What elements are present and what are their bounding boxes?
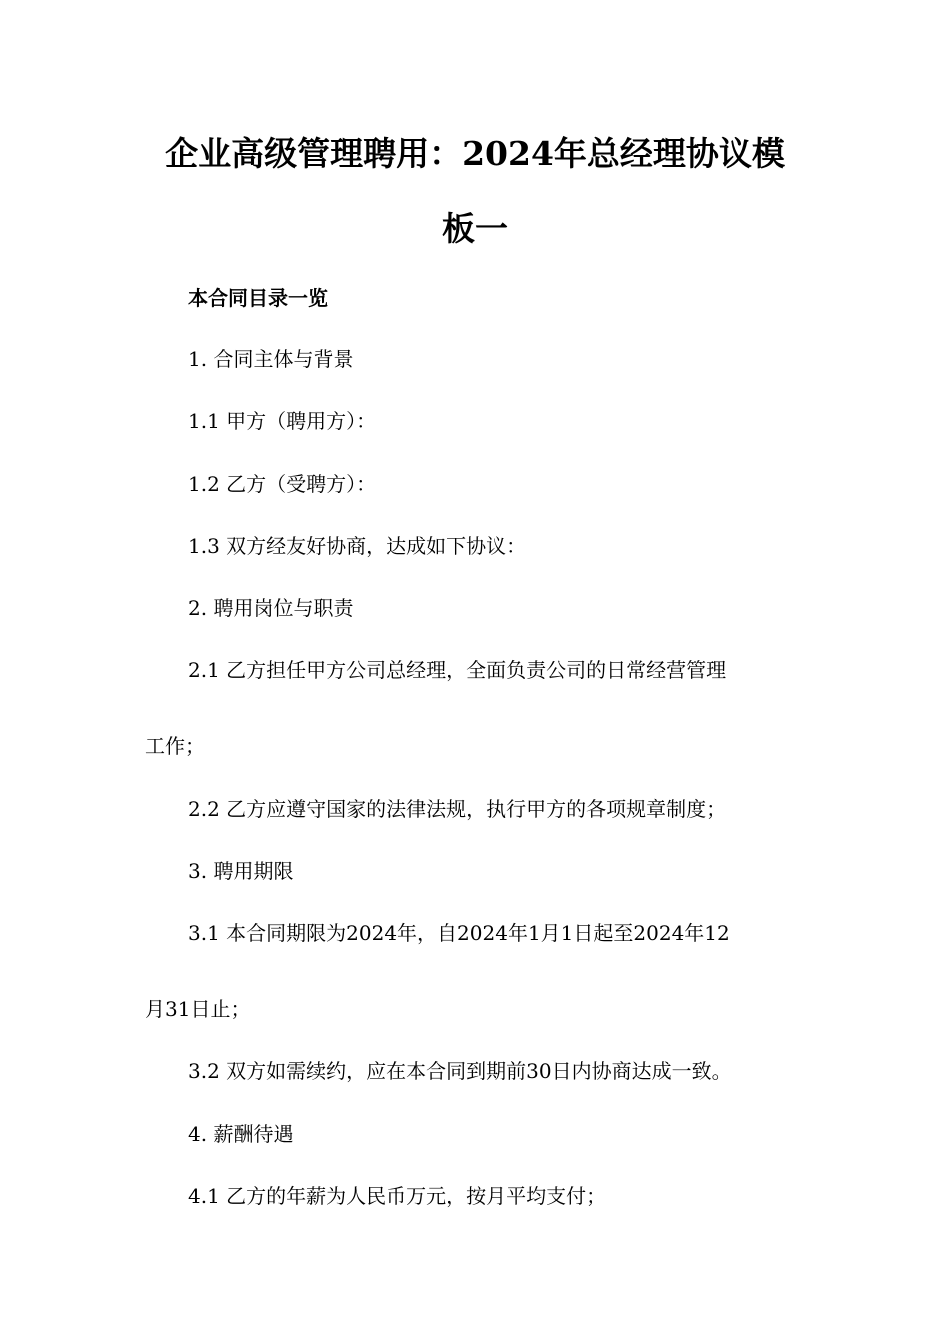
section-heading-4: 4. 薪酬待遇 bbox=[188, 1122, 294, 1146]
section-heading-1: 1. 合同主体与背景 bbox=[188, 347, 354, 371]
section-heading-2: 2. 聘用岗位与职责 bbox=[188, 596, 354, 620]
clause-1-3: 1.3 双方经友好协商，达成如下协议： bbox=[188, 534, 527, 558]
toc-heading: 本合同目录一览 bbox=[188, 286, 328, 310]
clause-1-1: 1.1 甲方（聘用方）： bbox=[188, 409, 377, 433]
clause-2-1: 2.1 乙方担任甲方公司总经理，全面负责公司的日常经营管理 bbox=[188, 658, 727, 682]
clause-3-1: 3.1 本合同期限为2024年，自2024年1月1日起至2024年12 bbox=[188, 921, 730, 945]
clause-3-1-continuation: 月31日止； bbox=[145, 997, 251, 1021]
document-title-line-1: 企业高级管理聘用：2024年总经理协议模 bbox=[165, 134, 785, 173]
clause-2-2: 2.2 乙方应遵守国家的法律法规，执行甲方的各项规章制度； bbox=[188, 797, 727, 821]
clause-4-1: 4.1 乙方的年薪为人民币万元，按月平均支付； bbox=[188, 1184, 607, 1208]
clause-1-2: 1.2 乙方（受聘方）： bbox=[188, 472, 377, 496]
clause-3-2: 3.2 双方如需续约，应在本合同到期前30日内协商达成一致。 bbox=[188, 1059, 732, 1083]
document-title-line-2: 板一 bbox=[442, 209, 508, 248]
clause-2-1-continuation: 工作； bbox=[145, 734, 205, 758]
section-heading-3: 3. 聘用期限 bbox=[188, 859, 294, 883]
